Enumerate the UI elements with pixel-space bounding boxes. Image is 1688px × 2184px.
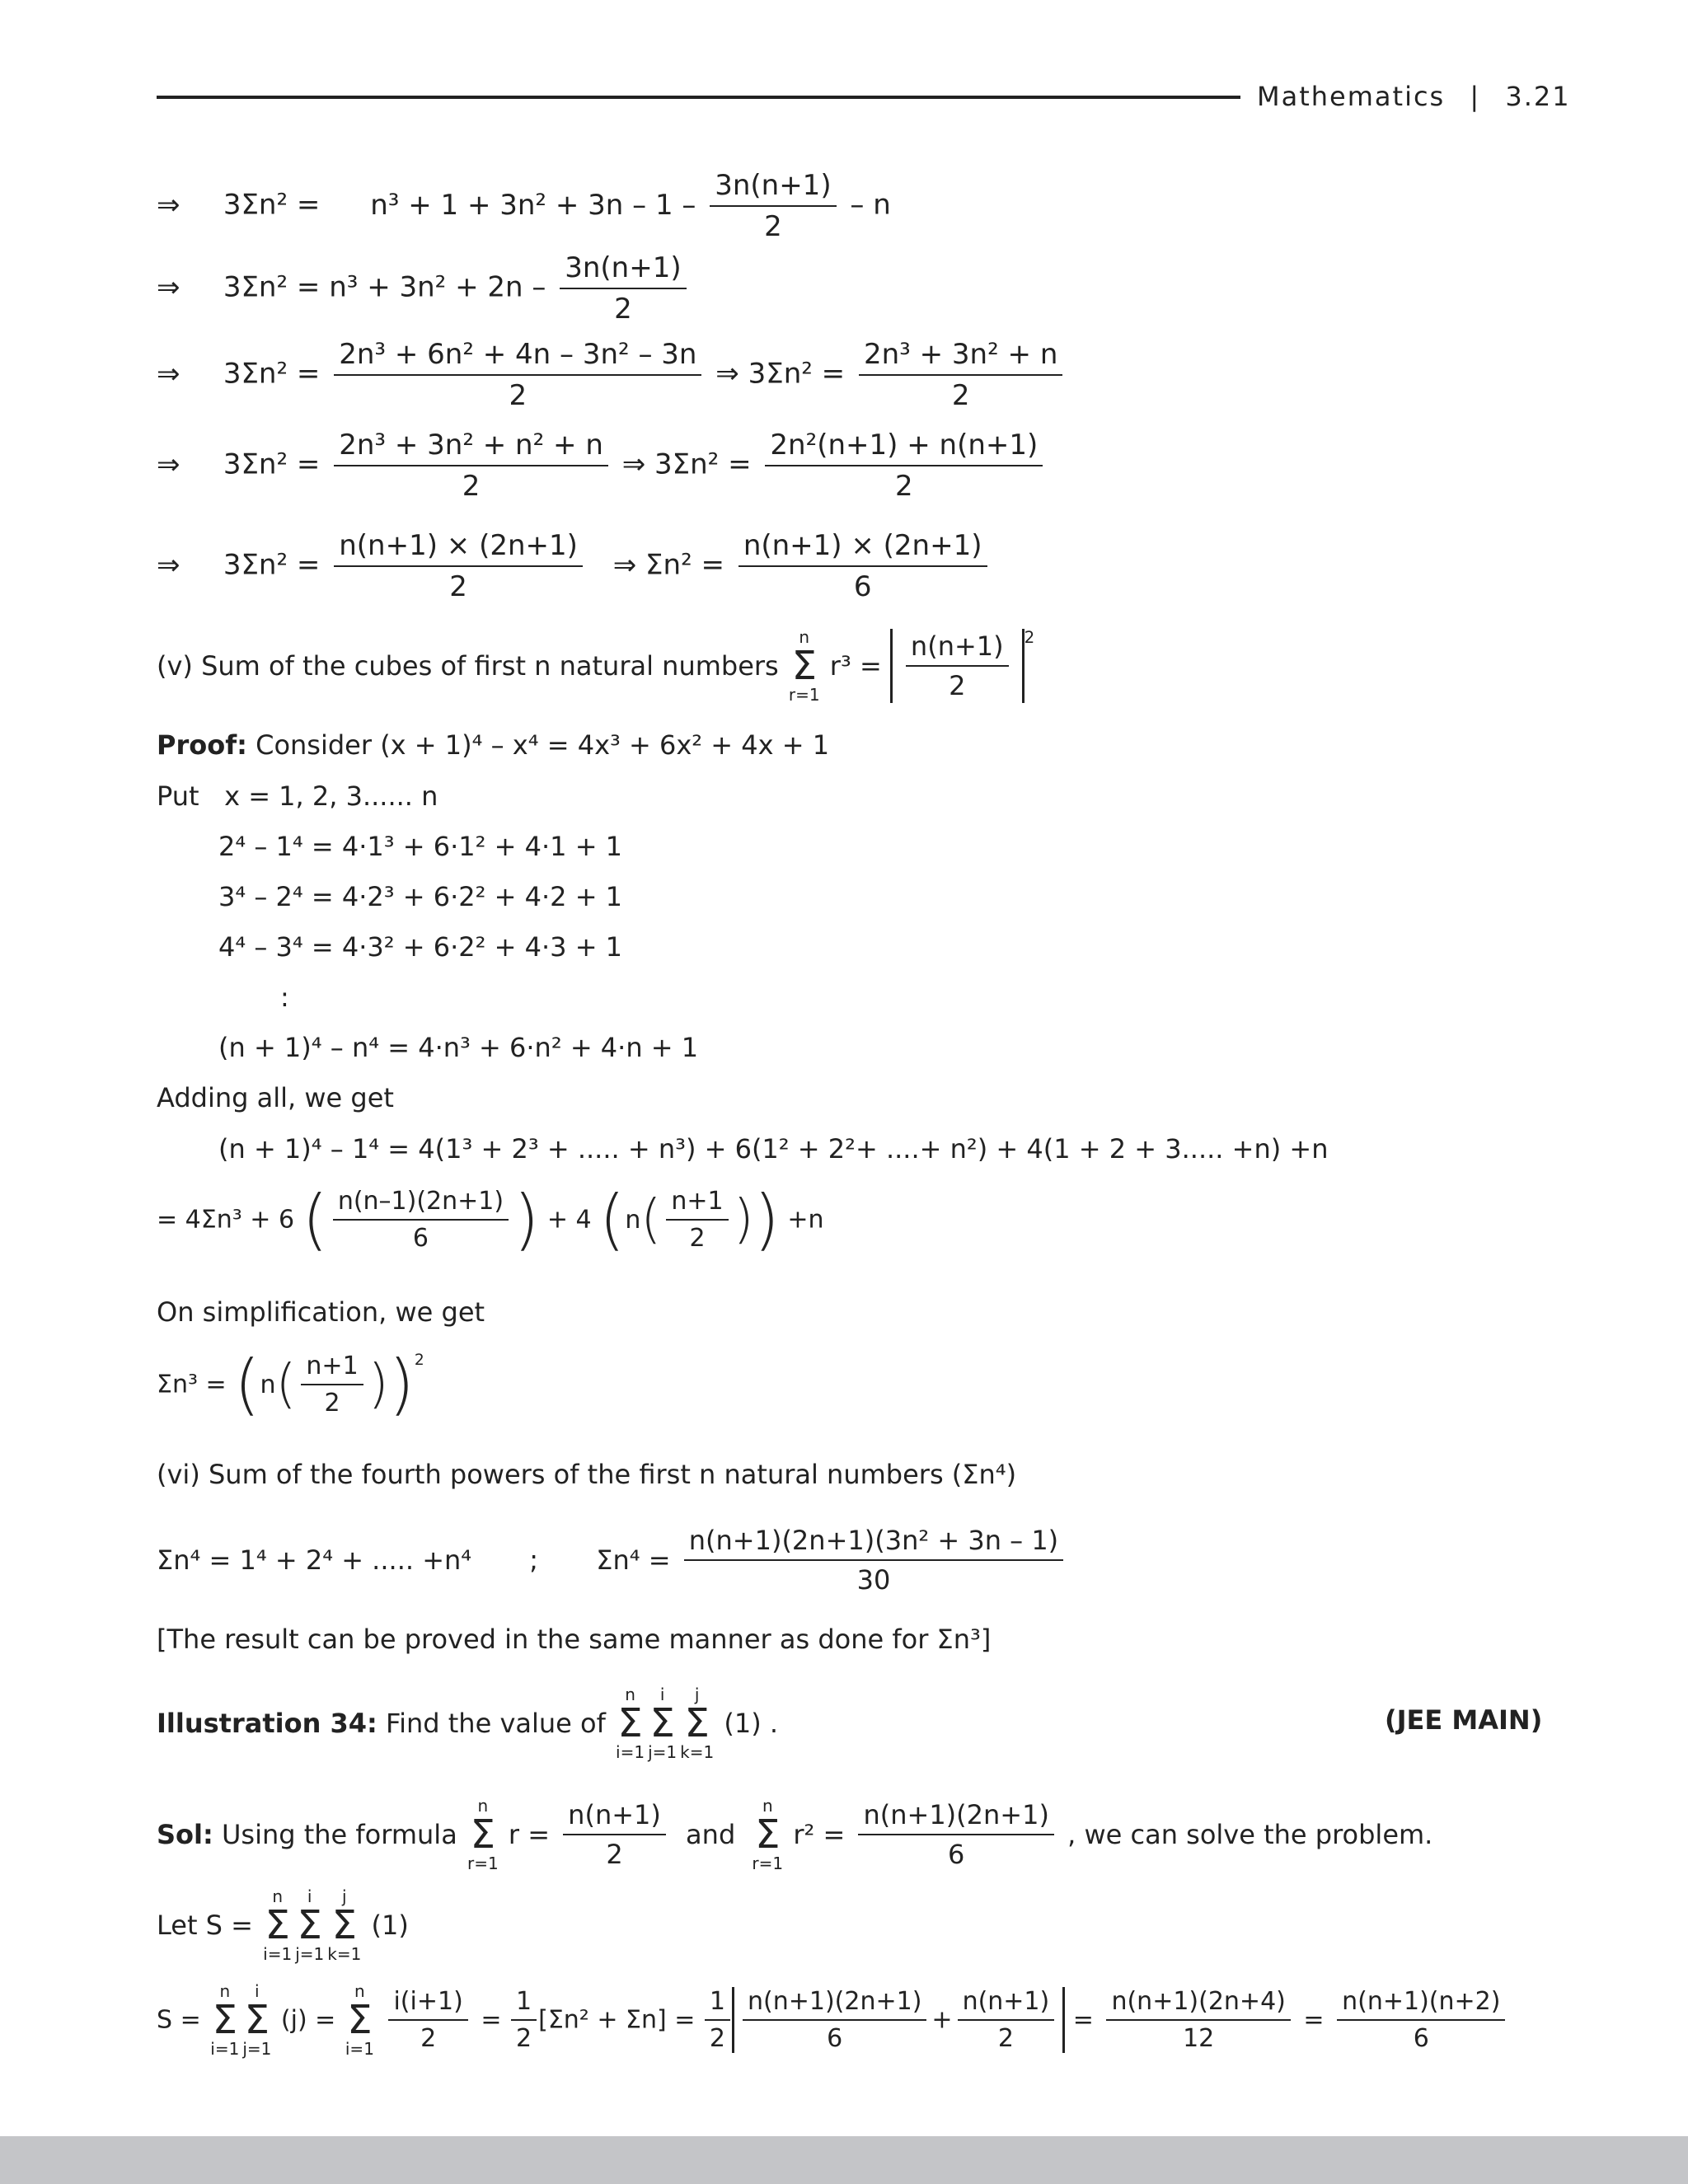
summation-i: n Σ i=1 bbox=[210, 1981, 240, 2059]
exam-tag: (JEE MAIN) bbox=[1385, 1704, 1543, 1736]
eq8-lhs2: Σn⁴ = bbox=[596, 1544, 671, 1576]
illustration-text: Find the value of bbox=[386, 1708, 606, 1739]
equation-8 bbox=[157, 1525, 1068, 1596]
final-den-3: 2 bbox=[997, 2024, 1014, 2053]
illustration-term: (1) . bbox=[724, 1708, 779, 1739]
final-fraction-5 bbox=[1337, 1987, 1505, 2053]
eq2-fraction bbox=[560, 251, 686, 326]
put-line: Put x = 1, 2, 3...... n bbox=[157, 780, 438, 812]
sum-upper: n bbox=[625, 1685, 635, 1704]
eq5-den2: 6 bbox=[853, 570, 872, 603]
header-subject: Mathematics bbox=[1257, 81, 1446, 112]
eq6-den: 6 bbox=[412, 1224, 429, 1253]
equals: = bbox=[481, 2005, 502, 2035]
eq4-fraction-2 bbox=[765, 429, 1043, 503]
sol-den-1: 2 bbox=[606, 1839, 623, 1870]
final-lhs: S = bbox=[157, 2005, 201, 2035]
expansion-line-1: 2⁴ – 1⁴ = 4·1³ + 6·1² + 4·1 + 1 bbox=[218, 831, 623, 862]
summation-symbol: n Σ r=1 bbox=[467, 1796, 499, 1873]
equation-6 bbox=[157, 1181, 824, 1258]
sum-lower: j=1 bbox=[295, 1944, 325, 1964]
eq3-num2: 2n³ + 3n² + n bbox=[859, 338, 1062, 376]
sum-line: (n + 1)⁴ – 1⁴ = 4(1³ + 2³ + ..... + n³) + 6(1² + 2²+ ....+ n²) + 4(1 + 2 + 3..... +n) +n bbox=[218, 1133, 1329, 1165]
final-den-2: 6 bbox=[827, 2024, 843, 2053]
half-fraction bbox=[511, 1987, 537, 2053]
half-den: 2 bbox=[516, 2024, 532, 2053]
sol-term-2: r² = bbox=[793, 1819, 846, 1850]
header-separator: | bbox=[1470, 81, 1481, 112]
cubes-den: 2 bbox=[949, 670, 966, 701]
eq4-den2: 2 bbox=[895, 470, 913, 503]
final-den-5: 6 bbox=[1413, 2024, 1429, 2053]
eq8-fraction bbox=[684, 1525, 1063, 1596]
eq5-lhs2: Σn² = bbox=[645, 548, 724, 582]
eq6-c: n bbox=[625, 1205, 641, 1235]
final-den-4: 12 bbox=[1183, 2024, 1215, 2053]
running-header bbox=[1257, 81, 1571, 112]
equals: = bbox=[1072, 2005, 1094, 2035]
equation-5 bbox=[157, 529, 992, 603]
eq7-den: 2 bbox=[324, 1389, 340, 1418]
sol-text: Using the formula bbox=[221, 1819, 457, 1850]
final-fraction-3 bbox=[958, 1987, 1055, 2053]
let-text: Let S = bbox=[157, 1910, 253, 1941]
equation-3 bbox=[157, 338, 1067, 412]
final-fraction-2 bbox=[743, 1987, 926, 2053]
page-number: 3.21 bbox=[1505, 81, 1571, 112]
eq2-num: 3n(n+1) bbox=[560, 251, 686, 289]
illustration-label: Illustration 34: bbox=[157, 1708, 377, 1739]
sum-upper: n bbox=[799, 627, 810, 647]
expansion-line-3: 4⁴ – 3⁴ = 4·3² + 6·2² + 4·3 + 1 bbox=[218, 931, 623, 963]
result-note: [The result can be proved in the same manner as done for Σn³] bbox=[157, 1624, 992, 1655]
eq2-lhs: 3Σn² = n³ + 3n² + 2n – bbox=[223, 270, 546, 304]
expansion-line-n: (n + 1)⁴ – n⁴ = 4·n³ + 6·n² + 4·n + 1 bbox=[218, 1032, 699, 1063]
cubes-bracket bbox=[890, 629, 1025, 703]
sol-tail: , we can solve the problem. bbox=[1067, 1819, 1433, 1850]
sum-lower: i=1 bbox=[616, 1742, 645, 1762]
simplification-text: On simplification, we get bbox=[157, 1296, 485, 1328]
eq4-num2: 2n²(n+1) + n(n+1) bbox=[765, 429, 1043, 466]
sum-lower: k=1 bbox=[680, 1742, 715, 1762]
summation-j: i Σ j=1 bbox=[648, 1685, 678, 1762]
footer-band bbox=[0, 2136, 1688, 2184]
half-den: 2 bbox=[709, 2024, 726, 2053]
equation-7 bbox=[157, 1346, 424, 1422]
eq4-num: 2n³ + 3n² + n² + n bbox=[334, 429, 608, 466]
cubes-heading bbox=[157, 628, 1034, 704]
final-fraction-1 bbox=[388, 1987, 467, 2053]
summation-i: n Σ i=1 bbox=[345, 1981, 374, 2059]
eq7-paren: ( n ( $\frac{n+1}{2}$ ) ) bbox=[234, 1346, 415, 1422]
summation-k: j Σ k=1 bbox=[680, 1685, 715, 1762]
sum-upper: n bbox=[219, 1981, 231, 2001]
illustration-34 bbox=[157, 1685, 778, 1761]
eq4-lhs2: 3Σn² = bbox=[654, 448, 752, 481]
proof-text: Consider (x + 1)⁴ – x⁴ = 4x³ + 6x² + 4x + 1 bbox=[256, 729, 830, 761]
let-term: (1) bbox=[371, 1910, 409, 1941]
eq5-lhs: 3Σn² = bbox=[223, 548, 321, 582]
cubes-exponent: 2 bbox=[1024, 628, 1035, 647]
eq4-den: 2 bbox=[462, 470, 481, 503]
sol-label: Sol: bbox=[157, 1819, 213, 1850]
sum-lower: i=1 bbox=[263, 1944, 293, 1964]
eq5-num2: n(n+1) × (2n+1) bbox=[738, 529, 987, 567]
eq5-den: 2 bbox=[449, 570, 467, 603]
sum-upper: i bbox=[307, 1886, 312, 1906]
eq3-lhs: 3Σn² = bbox=[223, 357, 321, 391]
summation-i: n Σ i=1 bbox=[263, 1886, 293, 1964]
eq4-fraction bbox=[334, 429, 608, 503]
sum-upper: n bbox=[354, 1981, 365, 2001]
equals: = bbox=[1303, 2005, 1325, 2035]
let-s-line bbox=[157, 1887, 409, 1963]
adding-text: Adding all, we get bbox=[157, 1082, 394, 1113]
eq5-fraction-2 bbox=[738, 529, 987, 603]
half-num: 1 bbox=[705, 1987, 730, 2021]
sum-upper: n bbox=[762, 1796, 773, 1816]
sol-num-1: n(n+1) bbox=[563, 1799, 666, 1835]
sum-upper: n bbox=[272, 1886, 283, 1906]
implies-symbol: ⇒ bbox=[621, 448, 646, 481]
eq1-lhs: 3Σn² = bbox=[223, 188, 321, 222]
expansion-line-2: 3⁴ – 2⁴ = 4·2³ + 6·2² + 4·2 + 1 bbox=[218, 881, 623, 912]
eq5-num: n(n+1) × (2n+1) bbox=[334, 529, 583, 567]
sum-lower: i=1 bbox=[210, 2039, 240, 2059]
summation-i: n Σ i=1 bbox=[616, 1685, 645, 1762]
half-num: 1 bbox=[511, 1987, 537, 2021]
summation-j: i Σ j=1 bbox=[242, 1981, 272, 2059]
eq5-fraction bbox=[334, 529, 583, 603]
final-j: (j) = bbox=[280, 2005, 336, 2035]
implies-symbol: ⇒ bbox=[157, 270, 181, 304]
header-rule bbox=[157, 96, 1240, 99]
sol-term-1: r = bbox=[508, 1819, 550, 1850]
fourth-powers-heading: (vi) Sum of the fourth powers of the first n natural numbers (Σn⁴) bbox=[157, 1459, 1017, 1490]
sol-fraction-2 bbox=[858, 1799, 1053, 1870]
sum-upper: n bbox=[477, 1796, 489, 1816]
plus: + bbox=[931, 2005, 953, 2035]
sum-lower: r=1 bbox=[752, 1854, 784, 1873]
implies-symbol: ⇒ bbox=[612, 548, 637, 582]
eq7-exponent: 2 bbox=[414, 1352, 424, 1369]
eq1-den: 2 bbox=[764, 210, 782, 243]
eq1-tail: – n bbox=[850, 188, 891, 222]
eq3-den: 2 bbox=[509, 379, 528, 412]
eq1-fraction bbox=[710, 169, 836, 243]
eq3-num: 2n³ + 6n² + 4n – 3n² – 3n bbox=[334, 338, 701, 376]
summation-k: j Σ k=1 bbox=[327, 1886, 362, 1964]
eq8-num: n(n+1)(2n+1)(3n² + 3n – 1) bbox=[684, 1525, 1063, 1561]
final-equation bbox=[157, 1982, 1510, 2058]
solution-line bbox=[157, 1797, 1432, 1872]
final-num-5: n(n+1)(n+2) bbox=[1337, 1987, 1505, 2021]
eq2-den: 2 bbox=[614, 293, 632, 326]
sum-upper: i bbox=[255, 1981, 260, 2001]
final-num-2: n(n+1)(2n+1) bbox=[743, 1987, 926, 2021]
proof-label: Proof: bbox=[157, 729, 247, 761]
eq7-n: n bbox=[260, 1370, 276, 1399]
equation-2 bbox=[157, 251, 692, 326]
sol-den-2: 6 bbox=[948, 1839, 965, 1870]
sum-lower: j=1 bbox=[648, 1742, 678, 1762]
implies-symbol: ⇒ bbox=[157, 188, 181, 222]
cubes-num: n(n+1) bbox=[906, 630, 1009, 667]
cubes-term: r³ = bbox=[829, 650, 882, 682]
cubes-fraction bbox=[906, 630, 1009, 701]
eq4-lhs: 3Σn² = bbox=[223, 448, 321, 481]
implies-symbol: ⇒ bbox=[157, 548, 181, 582]
equation-1 bbox=[157, 169, 891, 243]
sol-num-2: n(n+1)(2n+1) bbox=[858, 1799, 1053, 1835]
final-den-1: 2 bbox=[420, 2024, 437, 2053]
eq6-d: +n bbox=[787, 1205, 824, 1235]
eq8-separator: ; bbox=[529, 1544, 539, 1576]
eq3-lhs2: 3Σn² = bbox=[748, 357, 846, 391]
sum-lower: j=1 bbox=[242, 2039, 272, 2059]
eq1-num: 3n(n+1) bbox=[710, 169, 836, 207]
eq7-num: n+1 bbox=[301, 1352, 363, 1385]
final-num-3: n(n+1) bbox=[958, 1987, 1055, 2021]
eq8-lhs: Σn⁴ = 1⁴ + 2⁴ + ..... +n⁴ bbox=[157, 1544, 472, 1576]
eq6-num: n(n–1)(2n+1) bbox=[333, 1187, 509, 1221]
implies-symbol: ⇒ bbox=[157, 357, 181, 391]
eq6-paren-2: ( n ( $\frac{n+1}{2}$ ) ) bbox=[599, 1181, 780, 1258]
eq6-den2: 2 bbox=[689, 1224, 706, 1253]
final-bracket: [Σn² + Σn] = bbox=[538, 2005, 696, 2035]
eq6-paren: ( $\frac{n(n-1)(2n+1)}{6}$ ) bbox=[302, 1181, 540, 1258]
sum-lower: i=1 bbox=[345, 2039, 374, 2059]
final-num-1: i(i+1) bbox=[388, 1987, 467, 2021]
eq6-num2: n+1 bbox=[666, 1187, 728, 1221]
ellipsis-vertical: : bbox=[280, 982, 289, 1013]
equation-4 bbox=[157, 429, 1048, 503]
eq3-den2: 2 bbox=[951, 379, 970, 412]
summation-symbol: n Σ r=1 bbox=[788, 627, 820, 705]
eq6-a: = 4Σn³ + 6 bbox=[157, 1205, 295, 1235]
final-square-bracket bbox=[732, 1987, 1065, 2053]
final-num-4: n(n+1)(2n+4) bbox=[1106, 1987, 1290, 2021]
eq3-fraction bbox=[334, 338, 701, 412]
eq6-b: + 4 bbox=[546, 1205, 592, 1235]
summation-j: i Σ j=1 bbox=[295, 1886, 325, 1964]
eq8-den: 30 bbox=[856, 1564, 891, 1596]
implies-symbol: ⇒ bbox=[715, 357, 739, 391]
summation-symbol: n Σ r=1 bbox=[752, 1796, 784, 1873]
sum-lower: k=1 bbox=[327, 1944, 362, 1964]
sum-upper: j bbox=[694, 1685, 700, 1704]
eq1-mid: n³ + 1 + 3n² + 3n – 1 – bbox=[370, 188, 696, 222]
sum-lower: r=1 bbox=[467, 1854, 499, 1873]
eq3-fraction-2 bbox=[859, 338, 1062, 412]
sum-lower: r=1 bbox=[788, 685, 820, 705]
sum-upper: j bbox=[341, 1886, 347, 1906]
sol-and: and bbox=[686, 1819, 736, 1850]
implies-symbol: ⇒ bbox=[157, 448, 181, 481]
half-fraction bbox=[705, 1987, 730, 2053]
sum-upper: i bbox=[659, 1685, 665, 1704]
sol-fraction-1 bbox=[563, 1799, 666, 1870]
proof-line bbox=[157, 729, 829, 761]
cubes-text: (v) Sum of the cubes of first n natural numbers bbox=[157, 650, 779, 682]
final-fraction-4 bbox=[1106, 1987, 1290, 2053]
eq7-lhs: Σn³ = bbox=[157, 1370, 227, 1399]
